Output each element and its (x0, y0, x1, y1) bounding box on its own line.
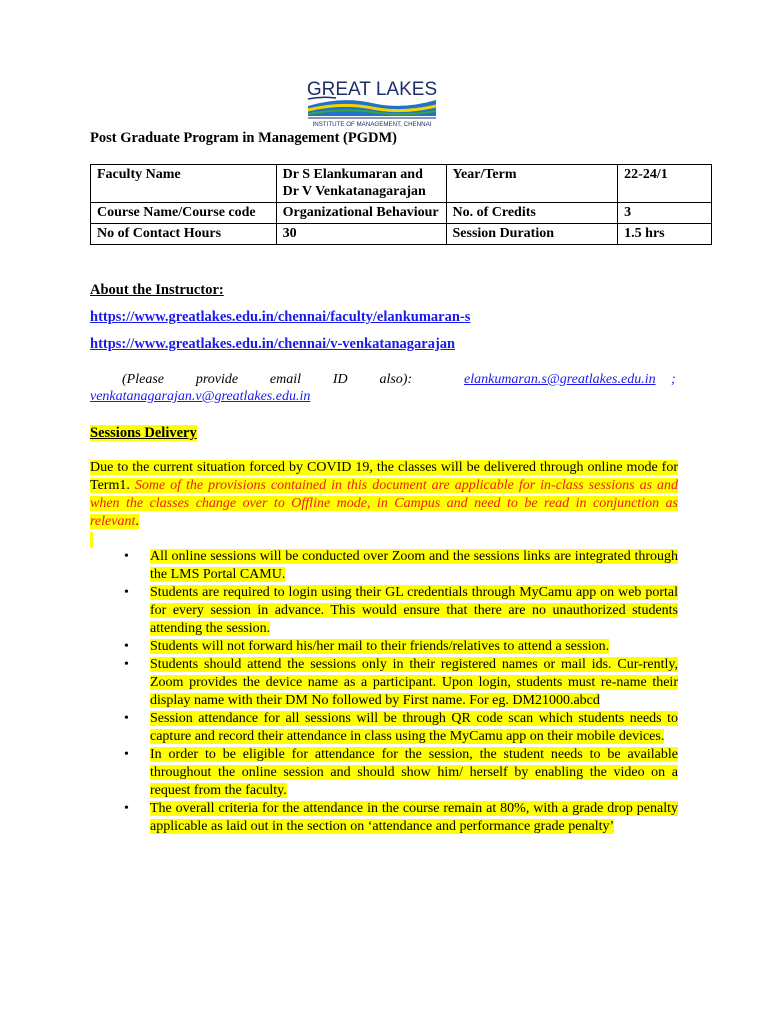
list-item-text: In order to be eligible for attendance for the session, the student needs to be available throughout the online session and should show him/ herself by enabling the video on a request from the faculty. (150, 747, 678, 798)
table-cell: Session Duration (446, 224, 618, 245)
list-item-text: The overall criteria for the attendance in the course remain at 80%, with a grade drop penalty applicable as laid out in the section on ‘attendance and performance grade penalty’ (150, 801, 678, 834)
list-item-text: Students should attend the sessions only in their registered names or mail ids. Cur-rently, Zoom provides the device name as a participant. Upon login, students must re-name their display name with their DM No followed by First name. For eg. DM21000.abcd (150, 657, 678, 708)
table-cell: Organizational Behaviour (276, 203, 446, 224)
list-item (122, 746, 678, 800)
faculty-link-venkatanagarajan[interactable]: https://www.greatlakes.edu.in/chennai/v-venkatanagarajan (90, 336, 456, 352)
email-link-elankumaran[interactable]: elankumaran.s@greatlakes.edu.in (464, 372, 656, 387)
bullet-icon: • (124, 747, 129, 762)
about-instructor-heading: About the Instructor: (90, 282, 224, 298)
list-item (122, 584, 678, 638)
table-cell: 22-24/1 (618, 165, 712, 203)
logo-tagline: INSTITUTE OF MANAGEMENT, CHENNAI (312, 121, 432, 128)
list-item (122, 638, 678, 656)
email-separator: ; (671, 372, 676, 387)
bullet-icon: • (124, 801, 129, 816)
list-item-text: Session attendance for all sessions will be through QR code scan which students needs to capture and record their attendance in class using the MyCamu app on their mobile devices. (150, 711, 678, 744)
table-cell: 30 (276, 224, 446, 245)
bullet-icon: • (124, 549, 129, 564)
table-cell: 1.5 hrs (618, 224, 712, 245)
faculty-link-elankumaran[interactable]: https://www.greatlakes.edu.in/chennai/faculty/elankumaran-s (90, 309, 471, 325)
list-item (122, 800, 678, 836)
list-item (122, 656, 678, 710)
table-row (91, 203, 712, 224)
sessions-paragraph-text: Due to the current situation forced by COVID 19, the classes will be delivered through online mode for Term1. (90, 460, 678, 493)
bullet-icon: • (124, 585, 129, 600)
table-cell: 3 (618, 203, 712, 224)
list-item-text: Students will not forward his/her mail to their friends/relatives to attend a session. (150, 639, 610, 654)
list-item-text: Students are required to login using their GL credentials through MyCamu app on web portal for every session in advance. This would ensure that there are no unauthorized students attending the session. (150, 585, 678, 636)
logo-name: GREAT LAKES (306, 79, 438, 100)
table-cell: No. of Credits (446, 203, 618, 224)
list-item (122, 548, 678, 584)
email-note: (Please provide email ID also): (122, 372, 413, 387)
table-cell: Year/Term (446, 165, 618, 203)
course-info-table (90, 164, 712, 245)
sessions-delivery-heading: Sessions Delivery (90, 425, 197, 441)
sessions-bullet-list (122, 548, 678, 836)
table-row (91, 165, 712, 203)
list-item (122, 710, 678, 746)
great-lakes-logo (302, 76, 442, 130)
table-row (91, 224, 712, 245)
table-cell: No of Contact Hours (91, 224, 277, 245)
program-title: Post Graduate Program in Management (PGDM) (90, 130, 397, 146)
highlight-mark (90, 532, 93, 548)
bullet-icon: • (124, 711, 129, 726)
sessions-paragraph: Due to the current situation forced by COVID 19, the classes will be delivered through online mode for Term1. Some of the provisions contained in this document are applicable for in-class sessions as and when the classes change over to Offline mode, in Campus and need to be read in conjunction as relevant. (90, 460, 679, 529)
list-item-text: All online sessions will be conducted over Zoom and the sessions links are integrated through the LMS Portal CAMU. (150, 549, 678, 582)
table-cell: Faculty Name (91, 165, 277, 203)
table-cell: Course Name/Course code (91, 203, 277, 224)
bullet-icon: • (124, 639, 129, 654)
bullet-icon: • (124, 657, 129, 672)
table-cell: Dr S Elankumaran and Dr V Venkatanagarajan (276, 165, 446, 203)
sessions-paragraph-red-note: Some of the provisions contained in this document are applicable for in-class sessions as and when the classes change over to Offline mode, in Campus and need to be read in conjunction as relevant (90, 478, 679, 529)
email-link-venkatanagarajan[interactable]: venkatanagarajan.v@greatlakes.edu.in (90, 389, 311, 404)
